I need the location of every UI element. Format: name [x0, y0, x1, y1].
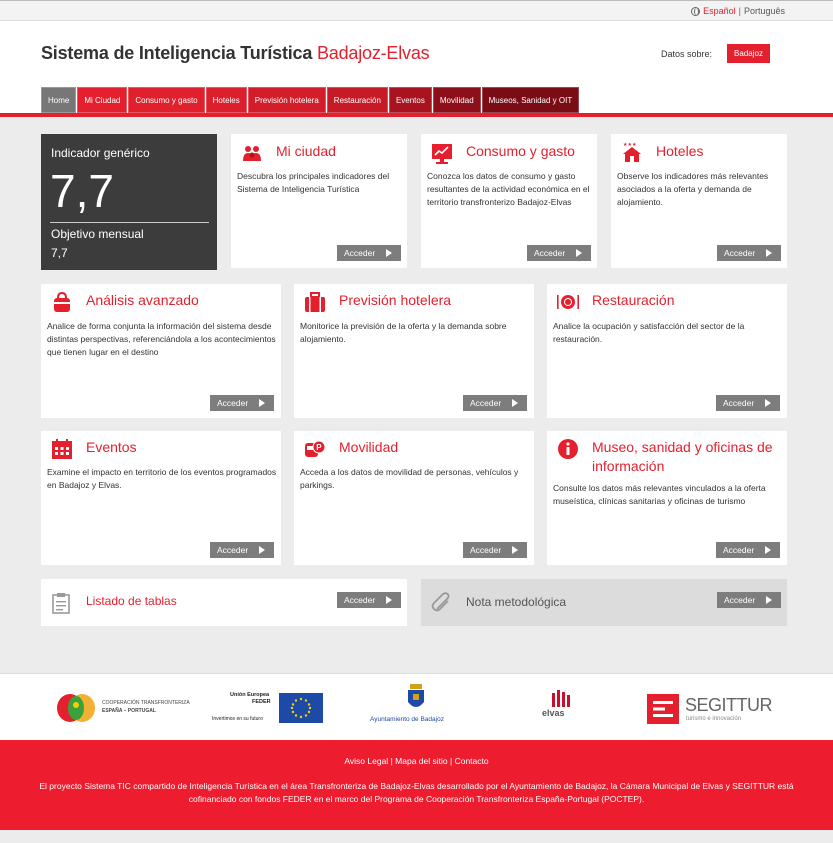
- button-label: Acceder: [470, 545, 502, 555]
- elvas-towers-icon: [544, 689, 578, 707]
- card-restauracion: [547, 284, 787, 418]
- play-arrow-icon: [766, 249, 772, 257]
- poctep-emblem-icon: [56, 692, 100, 724]
- footer-separator: |: [390, 756, 393, 766]
- indicator-value: 7,7: [50, 165, 114, 217]
- site-header: [0, 21, 833, 113]
- elvas-label: elvas: [542, 708, 565, 718]
- play-arrow-icon: [512, 546, 518, 554]
- lang-portugues-link[interactable]: Português: [743, 6, 785, 16]
- footer-text: El proyecto Sistema TIC compartido de Inteligencia Turística en el área Transfronteriza de Badajoz-Elvas desarrollado por el Ayuntamiento de Badajoz, la Cámara Municipal de Elvas y SEGITTUR está cofinanciado con fondos FEDER en el marco del Programa de Cooperación Transfronteriza España-Portugal (POCTEP).: [39, 781, 794, 804]
- card-prevision-hotelera: [294, 284, 534, 418]
- segittur-emblem-icon: [647, 694, 679, 724]
- svg-text:★★★: ★★★: [623, 142, 637, 148]
- acceder-button[interactable]: [463, 542, 527, 558]
- card-nota-metodologica: [421, 579, 787, 626]
- site-title-main: Sistema de Inteligencia Turística: [41, 43, 313, 63]
- bag-icon: [51, 291, 73, 313]
- indicator-sub-value: 7,7: [51, 246, 68, 260]
- acceder-button[interactable]: [463, 395, 527, 411]
- ue-line2: FEDER: [252, 699, 271, 705]
- card-eventos: [41, 431, 281, 565]
- card-title[interactable]: Museo, sanidad y oficinas de información: [592, 439, 773, 474]
- footer-link-mapa-sitio[interactable]: Mapa del sitio: [395, 756, 448, 766]
- acceder-button[interactable]: [716, 542, 780, 558]
- coat-of-arms-icon: [406, 684, 426, 712]
- nav-restauracion[interactable]: Restauración: [327, 87, 388, 113]
- acceder-button[interactable]: [717, 592, 781, 608]
- people-icon: [241, 143, 263, 165]
- indicator-divider: [50, 222, 209, 223]
- button-label: Acceder: [470, 398, 502, 408]
- acceder-button[interactable]: [337, 592, 401, 608]
- ayto-label: Ayuntamiento de Badajoz: [370, 716, 444, 723]
- card-title[interactable]: Previsión hotelera: [339, 292, 452, 308]
- acceder-button[interactable]: [717, 245, 781, 261]
- language-switcher: [691, 6, 785, 16]
- card-description: Analice la ocupación y satisfacción del sector de la restauración.: [553, 321, 745, 344]
- acceder-button[interactable]: [210, 395, 274, 411]
- nav-mi-ciudad[interactable]: Mi Ciudad: [77, 87, 127, 113]
- globe-icon: [691, 7, 700, 16]
- card-title[interactable]: Eventos: [86, 439, 137, 455]
- footer-link-aviso-legal[interactable]: Aviso Legal: [344, 756, 389, 766]
- card-analisis-avanzado: [41, 284, 281, 418]
- city-selector-button[interactable]: Badajoz: [727, 44, 770, 63]
- button-label: Acceder: [344, 248, 376, 258]
- card-title[interactable]: Listado de tablas: [86, 594, 177, 608]
- play-arrow-icon: [512, 399, 518, 407]
- card-museo-sanidad: [547, 431, 787, 565]
- card-title[interactable]: Mi ciudad: [276, 143, 336, 159]
- button-label: Acceder: [344, 595, 376, 605]
- card-movilidad: [294, 431, 534, 565]
- poctep-logo[interactable]: [56, 692, 188, 724]
- main-nav: [41, 87, 579, 113]
- lang-espanol-link[interactable]: Español: [703, 6, 736, 16]
- header-divider: [0, 113, 833, 117]
- button-label: Acceder: [534, 248, 566, 258]
- play-arrow-icon: [386, 596, 392, 604]
- hotel-icon: [621, 141, 643, 163]
- nav-hoteles[interactable]: Hoteles: [206, 87, 247, 113]
- site-title[interactable]: [41, 43, 429, 64]
- play-arrow-icon: [259, 399, 265, 407]
- partner-logos: [0, 673, 833, 740]
- language-bar: [0, 0, 833, 21]
- play-arrow-icon: [766, 596, 772, 604]
- suitcase-icon: [304, 291, 326, 313]
- play-arrow-icon: [576, 249, 582, 257]
- card-title[interactable]: Movilidad: [339, 439, 399, 455]
- acceder-button[interactable]: [716, 395, 780, 411]
- parking-icon: [304, 438, 326, 460]
- nav-consumo-gasto[interactable]: Consumo y gasto: [128, 87, 204, 113]
- info-icon: [557, 438, 579, 460]
- chart-icon: [431, 142, 453, 164]
- paperclip-icon: [431, 592, 453, 614]
- segittur-sub: turismo e innovación: [686, 716, 742, 722]
- card-mi-ciudad: [231, 134, 407, 268]
- play-arrow-icon: [765, 399, 771, 407]
- card-description: Examine el impacto en territorio de los eventos programados en Badajoz y Elvas.: [47, 467, 277, 490]
- ue-line3: Invertimos en su futuro: [212, 716, 263, 722]
- footer-link-contacto[interactable]: Contacto: [454, 756, 489, 766]
- dish-icon: [557, 291, 579, 313]
- site-title-accent: Badajoz-Elvas: [316, 43, 430, 63]
- footer-separator: |: [449, 756, 453, 766]
- elvas-logo[interactable]: [540, 689, 580, 723]
- acceder-button[interactable]: [527, 245, 591, 261]
- card-description: Analice de forma conjunta la información del sistema desde distintas perspectivas, referenciándola a los acontecimientos que tienen lugar en el destino: [47, 321, 276, 357]
- nav-prevision-hotelera[interactable]: Previsión hotelera: [248, 87, 326, 113]
- card-description: Acceda a los datos de movilidad de personas, vehículos y parkings.: [300, 467, 519, 490]
- card-title[interactable]: Consumo y gasto: [466, 143, 575, 159]
- calendar-icon: [51, 438, 73, 460]
- site-footer: [0, 740, 833, 830]
- nav-eventos[interactable]: Eventos: [389, 87, 432, 113]
- svg-text:P: P: [316, 443, 322, 452]
- card-title[interactable]: Hoteles: [656, 143, 704, 159]
- footer-links: [0, 756, 833, 766]
- play-arrow-icon: [259, 546, 265, 554]
- datos-label: Datos sobre:: [661, 49, 713, 59]
- card-description: Observe los indicadores más relevantes asociados a la oferta y demanda de alojamiento.: [617, 171, 769, 207]
- clipboard-icon: [51, 592, 71, 614]
- card-title[interactable]: Análisis avanzado: [86, 292, 199, 308]
- ue-line1: Unión Europea: [230, 692, 270, 698]
- lang-separator: |: [738, 6, 741, 16]
- nav-home[interactable]: Home: [41, 87, 76, 113]
- play-arrow-icon: [765, 546, 771, 554]
- indicator-panel: [41, 134, 217, 270]
- indicator-title: Indicador genérico: [51, 146, 150, 160]
- card-description: Descubra los principales indicadores del Sistema de Inteligencia Turística: [237, 171, 390, 194]
- bottom-strip: [0, 830, 833, 843]
- card-title[interactable]: Nota metodológica: [466, 595, 567, 609]
- ayuntamiento-badajoz-logo[interactable]: [368, 684, 464, 728]
- card-consumo-gasto: [421, 134, 597, 268]
- play-arrow-icon: [386, 249, 392, 257]
- acceder-button[interactable]: [210, 542, 274, 558]
- nav-movilidad[interactable]: Movilidad: [433, 87, 481, 113]
- button-label: Acceder: [217, 398, 249, 408]
- indicator-sub-label: Objetivo mensual: [51, 227, 144, 241]
- card-description: Consulte los datos más relevantes vinculados a la oferta museística, clínicas sanitarias y oficinas de turismo: [553, 483, 766, 506]
- poctep-line1: COOPERACIÓN TRANSFRONTERIZA: [102, 700, 190, 706]
- segittur-label: SEGITTUR: [685, 695, 773, 715]
- button-label: Acceder: [217, 545, 249, 555]
- button-label: Acceder: [723, 398, 755, 408]
- card-listado-tablas: [41, 579, 407, 626]
- button-label: Acceder: [724, 248, 756, 258]
- eu-flag-icon: [279, 693, 323, 723]
- nav-museos-sanidad-oit[interactable]: Museos, Sanidad y OIT: [482, 87, 580, 113]
- union-europea-logo[interactable]: [212, 692, 324, 724]
- card-title[interactable]: Restauración: [592, 292, 675, 308]
- button-label: Acceder: [724, 595, 756, 605]
- card-description: Monitorice la previsión de la oferta y la demanda sobre alojamiento.: [300, 321, 507, 344]
- card-description: Conozca los datos de consumo y gasto resultantes de la actividad económica en el territorio transfronterizo Badajoz-Elvas: [427, 171, 590, 207]
- card-hoteles: [611, 134, 787, 268]
- poctep-line2: ESPAÑA – PORTUGAL: [102, 708, 156, 714]
- segittur-logo[interactable]: [647, 694, 777, 726]
- button-label: Acceder: [723, 545, 755, 555]
- acceder-button[interactable]: [337, 245, 401, 261]
